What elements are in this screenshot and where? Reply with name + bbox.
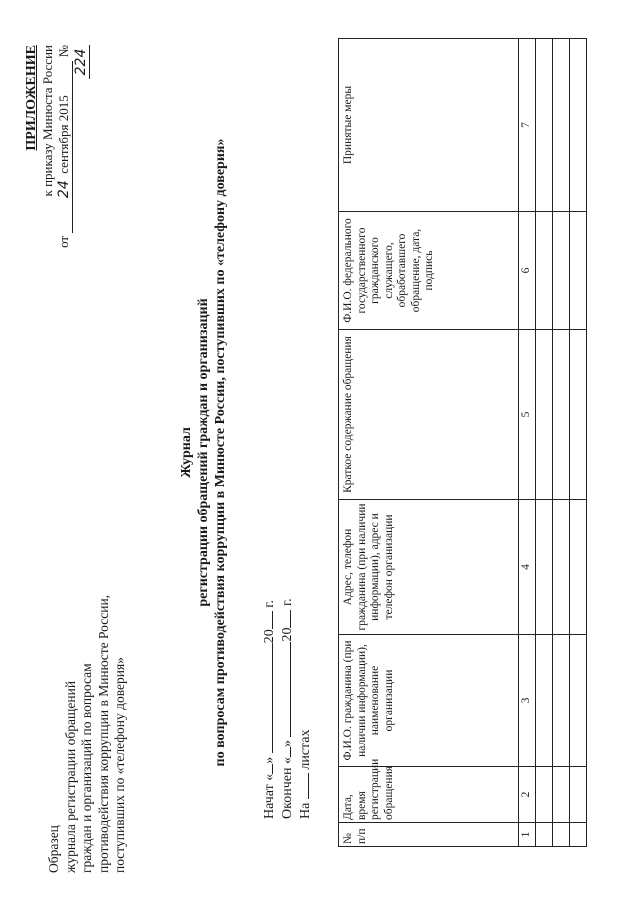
appendix-order-line: к приказу Минюста России bbox=[40, 45, 55, 197]
order-day: 24 bbox=[56, 180, 72, 199]
table-cell bbox=[536, 212, 553, 330]
table-cell bbox=[536, 500, 553, 635]
journal-subtitle-1: регистрации обращений граждан и организаций bbox=[196, 298, 211, 607]
table-cell bbox=[570, 767, 587, 823]
journal-subtitle-2: по вопросам противодействия коррупции в Минюсте России, поступивших по «телефону доверия» bbox=[213, 138, 228, 767]
started-quote: » bbox=[262, 756, 277, 764]
number-sign: № bbox=[56, 45, 71, 58]
table-cell bbox=[536, 39, 553, 212]
table-cell bbox=[536, 823, 553, 847]
col-header-summary: Краткое содержание обращения bbox=[339, 330, 519, 500]
table-cell bbox=[570, 500, 587, 635]
sample-line: граждан и организаций по вопросам bbox=[79, 663, 94, 873]
appendix-date-line bbox=[56, 45, 90, 285]
dates-block bbox=[260, 598, 314, 819]
table-cell bbox=[553, 767, 570, 823]
col-header-name: Ф.И.О. гражданина (при наличии информации), наименование организации bbox=[339, 635, 519, 767]
ended-year-suffix: г. bbox=[280, 598, 295, 607]
ended-month-blank bbox=[278, 642, 291, 737]
sample-caption bbox=[46, 513, 129, 873]
journal-title: Журнал bbox=[179, 427, 194, 478]
table-cell bbox=[536, 330, 553, 500]
table-cell bbox=[570, 635, 587, 767]
col-number: 3 bbox=[519, 635, 536, 767]
col-number: 2 bbox=[519, 767, 536, 823]
sample-line: противодействия коррупции в Минюсте России, bbox=[95, 594, 111, 873]
col-header-employee: Ф.И.О. федерального государственного гражданского служащего, обработавшего обращение, дата, подпись bbox=[339, 212, 519, 330]
started-label: Начат « bbox=[262, 773, 277, 819]
table-cell bbox=[553, 500, 570, 635]
ended-year-prefix: 20 bbox=[280, 627, 295, 642]
table-cell bbox=[570, 823, 587, 847]
ended-line bbox=[278, 598, 296, 819]
table-row bbox=[536, 39, 553, 847]
from-label: от bbox=[56, 235, 71, 248]
col-header-date: Дата, время регистрации обращения bbox=[339, 767, 519, 823]
started-month-blank bbox=[260, 643, 273, 753]
order-month-year: сентября 2015 bbox=[56, 95, 71, 174]
sheets-count-blank bbox=[296, 773, 309, 799]
table-row bbox=[570, 39, 587, 847]
ended-quote: » bbox=[280, 740, 295, 748]
on-label: На bbox=[298, 802, 313, 819]
table-cell bbox=[553, 212, 570, 330]
table-row bbox=[553, 39, 570, 847]
sheets-label: листах bbox=[298, 729, 313, 770]
table-cell bbox=[553, 635, 570, 767]
col-number: 4 bbox=[519, 500, 536, 635]
table-cell bbox=[570, 39, 587, 212]
ended-year-blank bbox=[278, 610, 291, 628]
ended-day-blank bbox=[278, 747, 291, 757]
started-year-prefix: 20 bbox=[262, 629, 277, 644]
col-number: 1 bbox=[519, 823, 536, 847]
column-number-row bbox=[519, 39, 536, 847]
table-cell bbox=[536, 767, 553, 823]
col-number: 5 bbox=[519, 330, 536, 500]
order-date bbox=[56, 61, 73, 233]
col-header-number: № п/п bbox=[339, 823, 519, 847]
started-line bbox=[260, 598, 278, 819]
table-cell bbox=[536, 635, 553, 767]
table-cell bbox=[553, 823, 570, 847]
appendix-block bbox=[24, 45, 90, 285]
sample-line: поступивших по «телефону доверия» bbox=[112, 657, 127, 873]
table-cell bbox=[570, 212, 587, 330]
col-number: 7 bbox=[519, 39, 536, 212]
started-year-suffix: г. bbox=[262, 600, 277, 608]
journal-table bbox=[338, 38, 587, 847]
table-cell bbox=[570, 330, 587, 500]
started-day-blank bbox=[260, 764, 273, 774]
col-number: 6 bbox=[519, 212, 536, 330]
appendix-title: ПРИЛОЖЕНИЕ bbox=[24, 45, 39, 151]
col-header-measures: Принятые меры bbox=[339, 39, 519, 212]
sheets-line bbox=[296, 598, 314, 819]
sample-line: журнала регистрации обращений bbox=[62, 680, 78, 873]
journal-heading bbox=[178, 0, 229, 905]
table-cell bbox=[553, 39, 570, 212]
started-year-blank bbox=[260, 611, 273, 629]
ended-label: Окончен « bbox=[280, 757, 295, 819]
table-header-row bbox=[339, 39, 519, 847]
table-cell bbox=[553, 330, 570, 500]
order-number: 224 bbox=[73, 45, 90, 79]
sample-line: Образец bbox=[46, 825, 61, 873]
col-header-address: Адрес, телефон гражданина (при наличии информации), адрес и телефон организации bbox=[339, 500, 519, 635]
